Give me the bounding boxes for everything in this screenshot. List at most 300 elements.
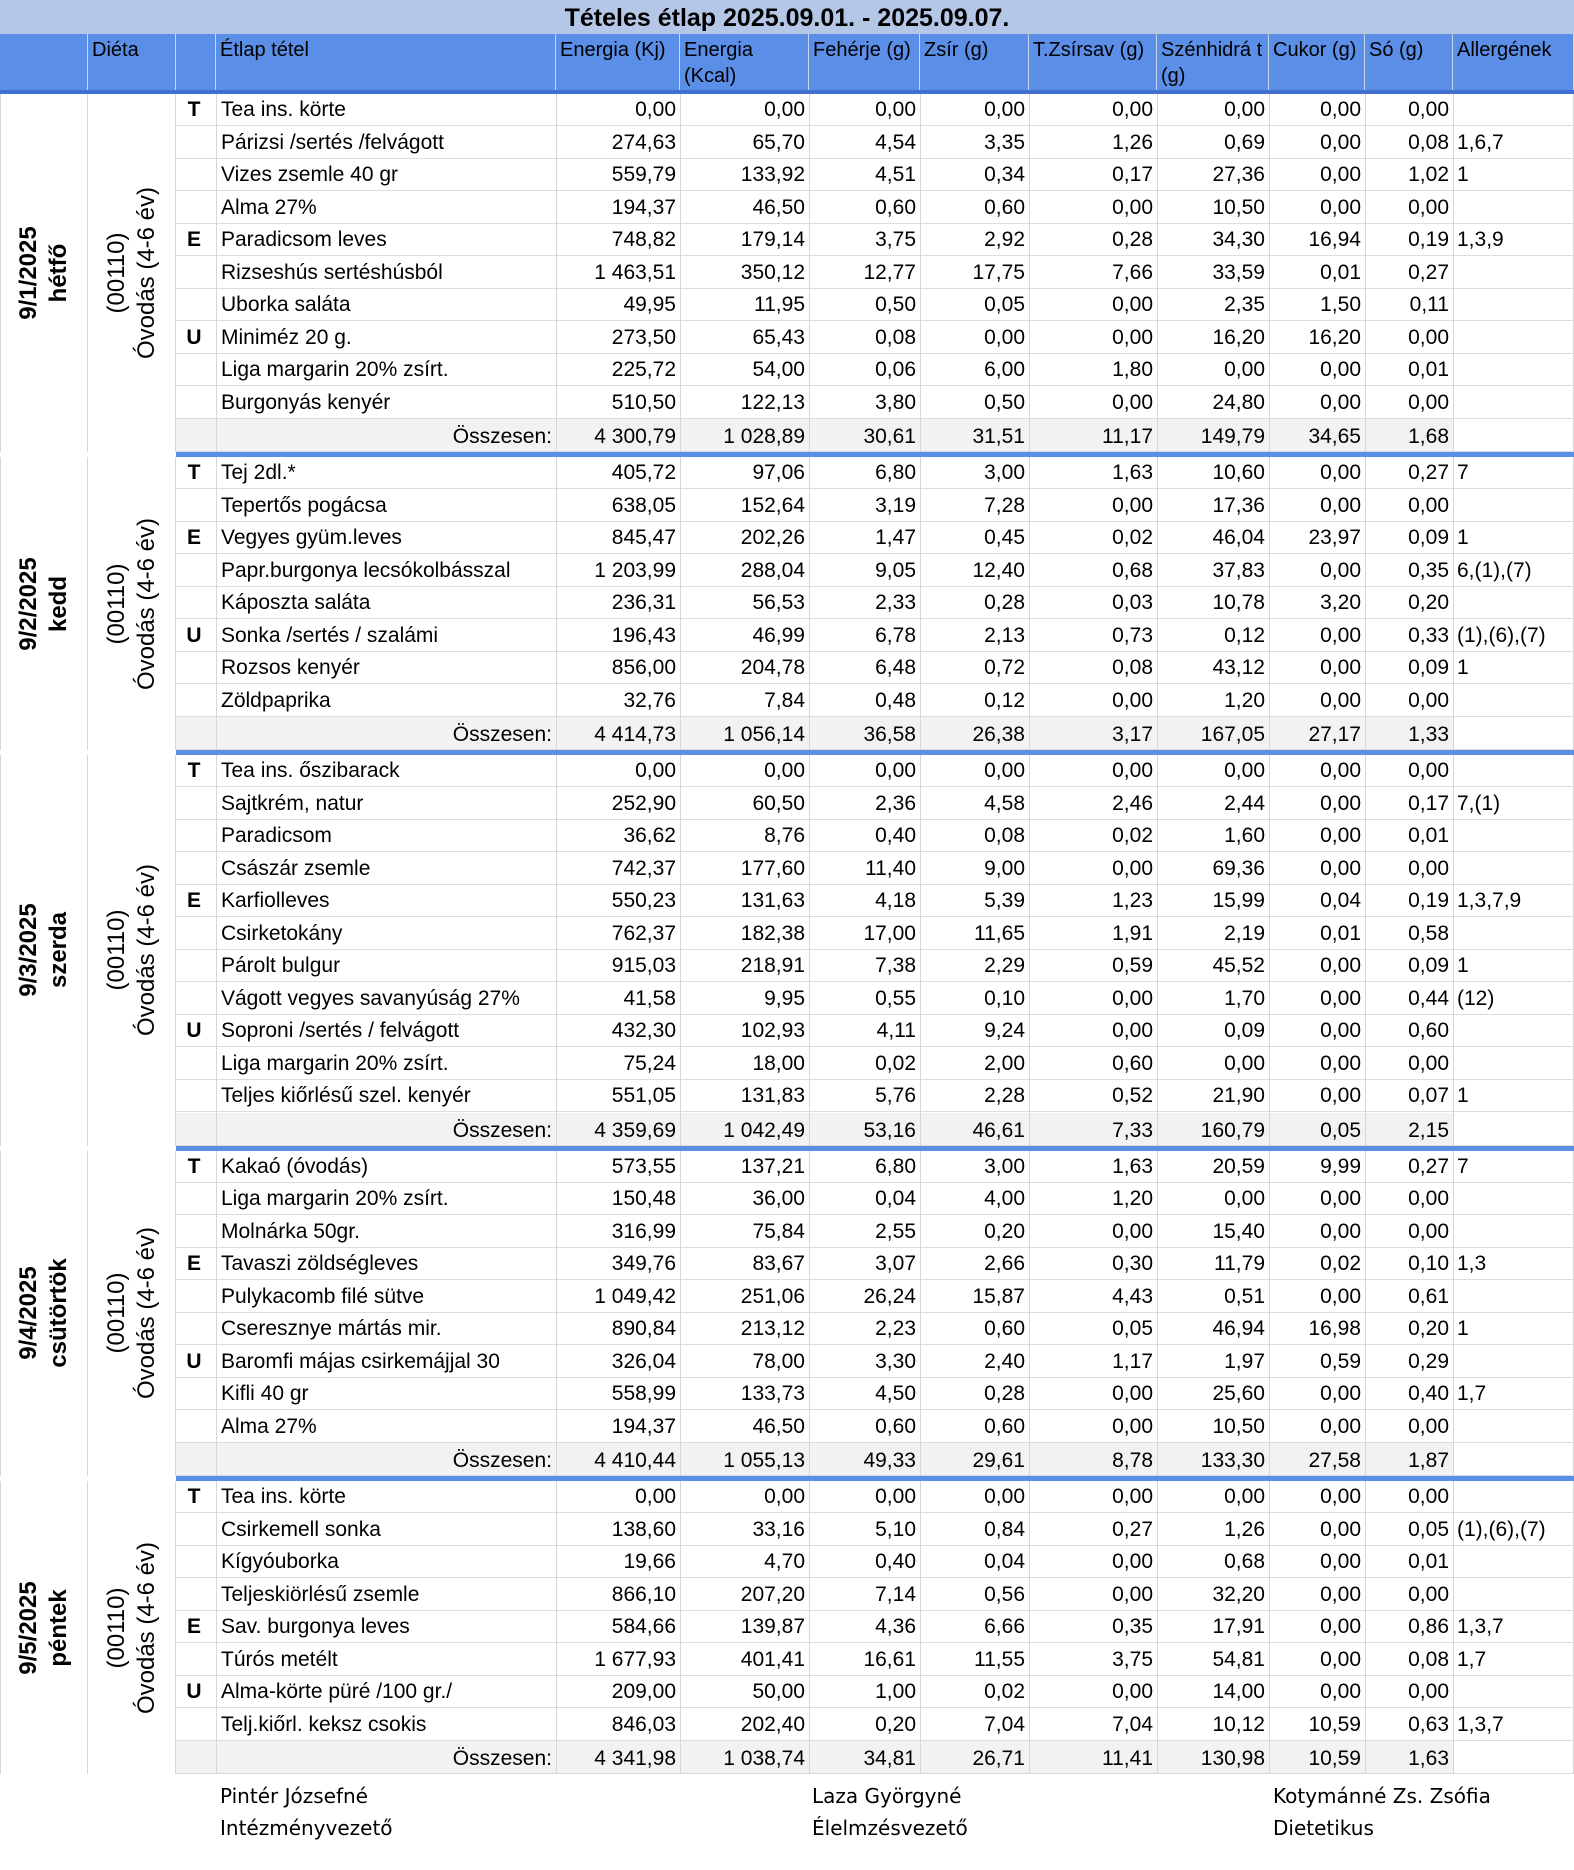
salt-cell: 0,44 [1365,983,1453,1015]
table-header [0,34,1574,94]
carbs-cell: 1,97 [1157,1346,1269,1378]
allergens-cell: 1 [1453,522,1574,554]
sugar-cell: 0,00 [1269,1676,1365,1708]
sat-fat-cell: 0,02 [1029,820,1157,852]
protein-cell: 9,05 [809,555,920,587]
protein-cell: 2,36 [809,788,920,820]
total-label: Összesen: [176,419,556,452]
sugar-cell: 0,00 [1269,1579,1365,1611]
protein-cell: 6,78 [809,620,920,652]
energy-kj-cell: 209,00 [556,1676,680,1708]
fat-cell: 2,28 [920,1080,1029,1112]
sugar-cell: 0,00 [1269,192,1365,224]
day-diet-label [102,517,162,689]
salt-cell: 0,86 [1365,1611,1453,1643]
sugar-cell: 1,50 [1269,289,1365,321]
protein-cell: 0,50 [809,289,920,321]
carbs-cell: 2,19 [1157,918,1269,950]
fat-cell: 5,39 [920,885,1029,917]
allergens-cell [1453,354,1574,386]
salt-cell: 0,63 [1365,1709,1453,1741]
salt-cell: 0,00 [1365,1048,1453,1080]
allergens-cell [1453,192,1574,224]
energy-kj-cell: 1 203,99 [556,555,680,587]
carbs-cell: 0,12 [1157,620,1269,652]
energy-kcal-cell: 46,99 [680,620,809,652]
header-diet: Diéta [88,34,176,90]
energy-kj-cell: 748,82 [556,224,680,256]
day-date-cell [0,457,88,750]
sat-fat-cell: 1,17 [1029,1346,1157,1378]
allergens-cell [1453,387,1574,419]
grid-line [809,94,810,452]
carbs-cell: 16,20 [1157,322,1269,354]
allergens-cell [1453,289,1574,321]
fat-cell: 0,28 [920,1378,1029,1410]
sugar-cell: 0,00 [1269,685,1365,717]
sugar-cell: 0,00 [1269,950,1365,982]
sat-fat-cell: 1,91 [1029,918,1157,950]
signatures [0,1780,1574,1870]
total-sat-fat-cell: 7,33 [1029,1113,1157,1146]
grid-line [1269,94,1270,452]
total-allergens-cell [1453,1443,1574,1476]
total-sat-fat-cell: 8,78 [1029,1443,1157,1476]
salt-cell: 0,10 [1365,1248,1453,1280]
energy-kcal-cell: 97,06 [680,457,809,489]
total-energy-kj-cell: 4 341,98 [556,1741,680,1774]
allergens-cell: 6,(1),(7) [1453,555,1574,587]
energy-kj-cell: 742,37 [556,853,680,885]
total-allergens-cell [1453,1113,1574,1146]
energy-kj-cell: 225,72 [556,354,680,386]
sugar-cell: 0,00 [1269,1411,1365,1443]
total-protein-cell: 53,16 [809,1113,920,1146]
header-sugar: Cukor (g) [1269,34,1365,90]
sat-fat-cell: 0,30 [1029,1248,1157,1280]
carbs-cell: 20,59 [1157,1151,1269,1183]
sat-fat-cell: 0,00 [1029,1378,1157,1410]
item-name-cell: Cseresznye mártás mir. [176,1313,556,1345]
grid-line [1453,755,1454,1146]
sugar-cell: 0,00 [1269,94,1365,126]
fat-cell: 2,00 [920,1048,1029,1080]
grid-line [1453,1481,1454,1774]
protein-cell: 2,23 [809,1313,920,1345]
sugar-cell: 3,20 [1269,587,1365,619]
diet-code: (00110) [102,909,130,991]
grid-line [1365,1151,1366,1477]
protein-cell: 0,40 [809,1546,920,1578]
protein-cell: 0,08 [809,322,920,354]
fat-cell: 2,40 [920,1346,1029,1378]
fat-cell: 0,50 [920,387,1029,419]
allergens-cell: 1,3,7,9 [1453,885,1574,917]
carbs-cell: 1,70 [1157,983,1269,1015]
fat-cell: 3,00 [920,1151,1029,1183]
energy-kcal-cell: 204,78 [680,652,809,684]
protein-cell: 0,48 [809,685,920,717]
day-date-label [14,557,74,650]
allergens-cell [1453,1048,1574,1080]
total-energy-kcal-cell: 1 028,89 [680,419,809,452]
energy-kj-cell: 551,05 [556,1080,680,1112]
salt-cell: 0,19 [1365,224,1453,256]
grid-line [809,1481,810,1774]
carbs-cell: 0,51 [1157,1281,1269,1313]
fat-cell: 0,08 [920,820,1029,852]
fat-cell: 15,87 [920,1281,1029,1313]
energy-kcal-cell: 131,63 [680,885,809,917]
carbs-cell: 1,20 [1157,685,1269,717]
sugar-cell: 0,00 [1269,1378,1365,1410]
total-allergens-cell [1453,1741,1574,1774]
allergens-cell: 1,7 [1453,1378,1574,1410]
protein-cell: 4,18 [809,885,920,917]
salt-cell: 0,00 [1365,1411,1453,1443]
grid-line [1029,1151,1030,1477]
total-label: Összesen: [176,1443,556,1476]
sat-fat-cell: 0,52 [1029,1080,1157,1112]
item-name-cell: Telj.kiőrl. keksz csokis [176,1709,556,1741]
day-date-label [14,226,74,319]
grid-line [809,457,810,750]
energy-kj-cell: 1 677,93 [556,1644,680,1676]
carbs-cell: 46,04 [1157,522,1269,554]
protein-cell: 2,55 [809,1216,920,1248]
energy-kj-cell: 1 049,42 [556,1281,680,1313]
meal-code: U [186,1019,202,1042]
day-diet-cell [88,457,176,750]
total-sugar-cell: 27,17 [1269,717,1365,750]
carbs-cell: 15,99 [1157,885,1269,917]
fat-cell: 0,56 [920,1579,1029,1611]
sugar-cell: 10,59 [1269,1709,1365,1741]
energy-kcal-cell: 182,38 [680,918,809,950]
fat-cell: 4,00 [920,1183,1029,1215]
allergens-cell [1453,1015,1574,1047]
allergens-cell: 7 [1453,457,1574,489]
energy-kcal-cell: 9,95 [680,983,809,1015]
energy-kj-cell: 845,47 [556,522,680,554]
item-name-cell: Csirketokány [176,918,556,950]
meal-code: U [186,325,202,349]
sugar-cell: 0,00 [1269,755,1365,787]
grid-line [1453,94,1454,452]
total-energy-kj-cell: 4 300,79 [556,419,680,452]
carbs-cell: 0,00 [1157,354,1269,386]
item-name-cell: Túrós metélt [176,1644,556,1676]
grid-line [216,457,217,750]
sat-fat-cell: 0,35 [1029,1611,1157,1643]
meal-code: E [186,1252,201,1275]
salt-cell: 0,19 [1365,885,1453,917]
energy-kj-cell: 252,90 [556,788,680,820]
day-diet-label [102,1227,162,1399]
energy-kj-cell: 326,04 [556,1346,680,1378]
energy-kj-cell: 0,00 [556,94,680,126]
header-salt: Só (g) [1365,34,1453,90]
allergens-cell [1453,1676,1574,1708]
grid-line [1269,755,1270,1146]
salt-cell: 0,00 [1365,1183,1453,1215]
salt-cell: 0,00 [1365,322,1453,354]
total-allergens-cell [1453,419,1574,452]
fat-cell: 2,13 [920,620,1029,652]
header-sat-fat: T.Zsírsav (g) [1029,34,1157,90]
sat-fat-cell: 0,00 [1029,755,1157,787]
allergens-cell: (12) [1453,983,1574,1015]
grid-line [216,1151,217,1477]
carbs-cell: 0,00 [1157,1481,1269,1513]
item-name-cell: Papr.burgonya lecsókolbásszal [176,555,556,587]
carbs-cell: 37,83 [1157,555,1269,587]
fat-cell: 4,58 [920,788,1029,820]
salt-cell: 0,58 [1365,918,1453,950]
energy-kcal-cell: 8,76 [680,820,809,852]
fat-cell: 2,92 [920,224,1029,256]
sat-fat-cell: 0,08 [1029,652,1157,684]
energy-kcal-cell: 65,43 [680,322,809,354]
grid-line [920,755,921,1146]
day-date-cell [0,755,88,1146]
carbs-cell: 2,44 [1157,788,1269,820]
salt-cell: 0,00 [1365,1216,1453,1248]
total-energy-kj-cell: 4 410,44 [556,1443,680,1476]
sugar-cell: 9,99 [1269,1151,1365,1183]
energy-kcal-cell: 177,60 [680,853,809,885]
item-name-cell: Baromfi májas csirkemájjal 30 [176,1346,556,1378]
grid-line [1269,457,1270,750]
energy-kcal-cell: 56,53 [680,587,809,619]
sat-fat-cell: 1,26 [1029,127,1157,159]
carbs-cell: 1,26 [1157,1514,1269,1546]
energy-kj-cell: 1 463,51 [556,257,680,289]
sugar-cell: 16,20 [1269,322,1365,354]
total-protein-cell: 49,33 [809,1443,920,1476]
protein-cell: 5,76 [809,1080,920,1112]
carbs-cell: 0,69 [1157,127,1269,159]
salt-cell: 0,00 [1365,192,1453,224]
header-item: Étlap tétel [216,34,556,90]
energy-kcal-cell: 54,00 [680,354,809,386]
signature-name: Pintér Józsefné [220,1784,368,1808]
energy-kj-cell: 32,76 [556,685,680,717]
grid-line [556,1151,557,1477]
diet-code: (00110) [102,1272,130,1354]
salt-cell: 0,20 [1365,1313,1453,1345]
protein-cell: 7,14 [809,1579,920,1611]
day-date: 9/4/2025 [15,1266,42,1360]
energy-kcal-cell: 36,00 [680,1183,809,1215]
sugar-cell: 0,00 [1269,354,1365,386]
energy-kj-cell: 573,55 [556,1151,680,1183]
grid-line [680,457,681,750]
salt-cell: 0,27 [1365,457,1453,489]
carbs-cell: 0,09 [1157,1015,1269,1047]
day-block [0,755,1574,1146]
day-diet-label [102,864,162,1036]
energy-kcal-cell: 152,64 [680,490,809,522]
fat-cell: 0,28 [920,587,1029,619]
meal-code: U [186,623,202,647]
protein-cell: 0,02 [809,1048,920,1080]
salt-cell: 0,09 [1365,652,1453,684]
sat-fat-cell: 0,00 [1029,322,1157,354]
grid-line [1029,94,1030,452]
meal-code: T [187,759,201,782]
grid-line [680,94,681,452]
protein-cell: 0,00 [809,94,920,126]
total-sat-fat-cell: 11,41 [1029,1741,1157,1774]
carbs-cell: 10,50 [1157,1411,1269,1443]
carbs-cell: 11,79 [1157,1248,1269,1280]
total-energy-kcal-cell: 1 055,13 [680,1443,809,1476]
allergens-cell [1453,1183,1574,1215]
item-name-cell: Pulykacomb filé sütve [176,1281,556,1313]
allergens-cell: 1,6,7 [1453,127,1574,159]
sat-fat-cell: 0,00 [1029,1411,1157,1443]
grid-line [1029,755,1030,1146]
header-energy-kcal: Energia (Kcal) [680,34,809,90]
energy-kj-cell: 866,10 [556,1579,680,1611]
sat-fat-cell: 0,59 [1029,950,1157,982]
protein-cell: 0,60 [809,1411,920,1443]
day-date-label [14,904,74,997]
salt-cell: 0,60 [1365,1015,1453,1047]
sat-fat-cell: 0,00 [1029,1015,1157,1047]
total-sat-fat-cell: 11,17 [1029,419,1157,452]
carbs-cell: 10,78 [1157,587,1269,619]
energy-kcal-cell: 288,04 [680,555,809,587]
energy-kj-cell: 584,66 [556,1611,680,1643]
salt-cell: 0,00 [1365,755,1453,787]
carbs-cell: 54,81 [1157,1644,1269,1676]
sugar-cell: 0,00 [1269,1644,1365,1676]
protein-cell: 4,51 [809,159,920,191]
sugar-cell: 0,00 [1269,1080,1365,1112]
sat-fat-cell: 0,00 [1029,1579,1157,1611]
sat-fat-cell: 0,00 [1029,387,1157,419]
protein-cell: 0,40 [809,820,920,852]
energy-kcal-cell: 202,40 [680,1709,809,1741]
fat-cell: 17,75 [920,257,1029,289]
sugar-cell: 0,00 [1269,1048,1365,1080]
item-name-cell: Sonka /sertés / szalámi [176,620,556,652]
salt-cell: 0,11 [1365,289,1453,321]
salt-cell: 0,00 [1365,1676,1453,1708]
sat-fat-cell: 0,05 [1029,1313,1157,1345]
total-salt-cell: 2,15 [1365,1113,1453,1146]
signature-role: Élelmzésvezető [812,1816,968,1840]
diet-name: Óvodás (4-6 év) [132,1227,160,1400]
grid-line [1029,1481,1030,1774]
meal-code: T [187,1154,201,1178]
total-energy-kj-cell: 4 414,73 [556,717,680,750]
allergens-cell [1453,587,1574,619]
sugar-cell: 16,98 [1269,1313,1365,1345]
allergens-cell [1453,322,1574,354]
item-name-cell: Káposzta saláta [176,587,556,619]
fat-cell: 9,24 [920,1015,1029,1047]
total-salt-cell: 1,68 [1365,419,1453,452]
day-date: 9/1/2025 [15,226,42,320]
salt-cell: 0,05 [1365,1514,1453,1546]
total-label: Összesen: [176,1741,556,1774]
carbs-cell: 0,00 [1157,1183,1269,1215]
sat-fat-cell: 0,00 [1029,1216,1157,1248]
energy-kj-cell: 274,63 [556,127,680,159]
sugar-cell: 0,00 [1269,620,1365,652]
sat-fat-cell: 0,00 [1029,1546,1157,1578]
day-block [0,457,1574,750]
fat-cell: 0,34 [920,159,1029,191]
energy-kcal-cell: 133,73 [680,1378,809,1410]
carbs-cell: 14,00 [1157,1676,1269,1708]
fat-cell: 0,84 [920,1514,1029,1546]
sugar-cell: 0,00 [1269,1183,1365,1215]
item-name-cell: Tepertős pogácsa [176,490,556,522]
grid-line [556,457,557,750]
grid-line [1365,755,1366,1146]
energy-kcal-cell: 7,84 [680,685,809,717]
grid-line [1269,1481,1270,1774]
item-name-cell: Császár zsemle [176,853,556,885]
fat-cell: 7,04 [920,1709,1029,1741]
header-carbs: Szénhidrá t (g) [1157,34,1269,90]
sugar-cell: 16,94 [1269,224,1365,256]
fat-cell: 0,05 [920,289,1029,321]
energy-kj-cell: 36,62 [556,820,680,852]
total-protein-cell: 36,58 [809,717,920,750]
carbs-cell: 27,36 [1157,159,1269,191]
day-weekday: csütörtök [45,1258,72,1368]
energy-kj-cell: 49,95 [556,289,680,321]
carbs-cell: 33,59 [1157,257,1269,289]
header-energy-kj: Energia (Kj) [556,34,680,90]
energy-kcal-cell: 11,95 [680,289,809,321]
fat-cell: 0,60 [920,192,1029,224]
allergens-cell: 1,7 [1453,1644,1574,1676]
allergens-cell [1453,1546,1574,1578]
item-name-cell: Alma 27% [176,192,556,224]
header-meal [176,34,216,90]
salt-cell: 0,29 [1365,1346,1453,1378]
grid-line [1029,457,1030,750]
energy-kcal-cell: 213,12 [680,1313,809,1345]
meal-code: T [187,1485,201,1508]
energy-kj-cell: 41,58 [556,983,680,1015]
item-name-cell: Kifli 40 gr [176,1378,556,1410]
allergens-cell: 1 [1453,652,1574,684]
salt-cell: 0,35 [1365,555,1453,587]
energy-kcal-cell: 202,26 [680,522,809,554]
item-name-cell: Vizes zsemle 40 gr [176,159,556,191]
grid-line [1157,1481,1158,1774]
allergens-cell [1453,685,1574,717]
total-carbs-cell: 167,05 [1157,717,1269,750]
grid-line [556,755,557,1146]
fat-cell: 0,00 [920,1481,1029,1513]
protein-cell: 12,77 [809,257,920,289]
allergens-cell: 1 [1453,1313,1574,1345]
meal-code: E [186,228,201,251]
salt-cell: 0,08 [1365,127,1453,159]
carbs-cell: 17,91 [1157,1611,1269,1643]
item-name-cell: Alma-körte püré /100 gr./ [176,1676,556,1708]
item-name-cell: Tea ins. őszibarack [176,755,556,787]
signature-role: Intézményvezető [220,1816,393,1840]
